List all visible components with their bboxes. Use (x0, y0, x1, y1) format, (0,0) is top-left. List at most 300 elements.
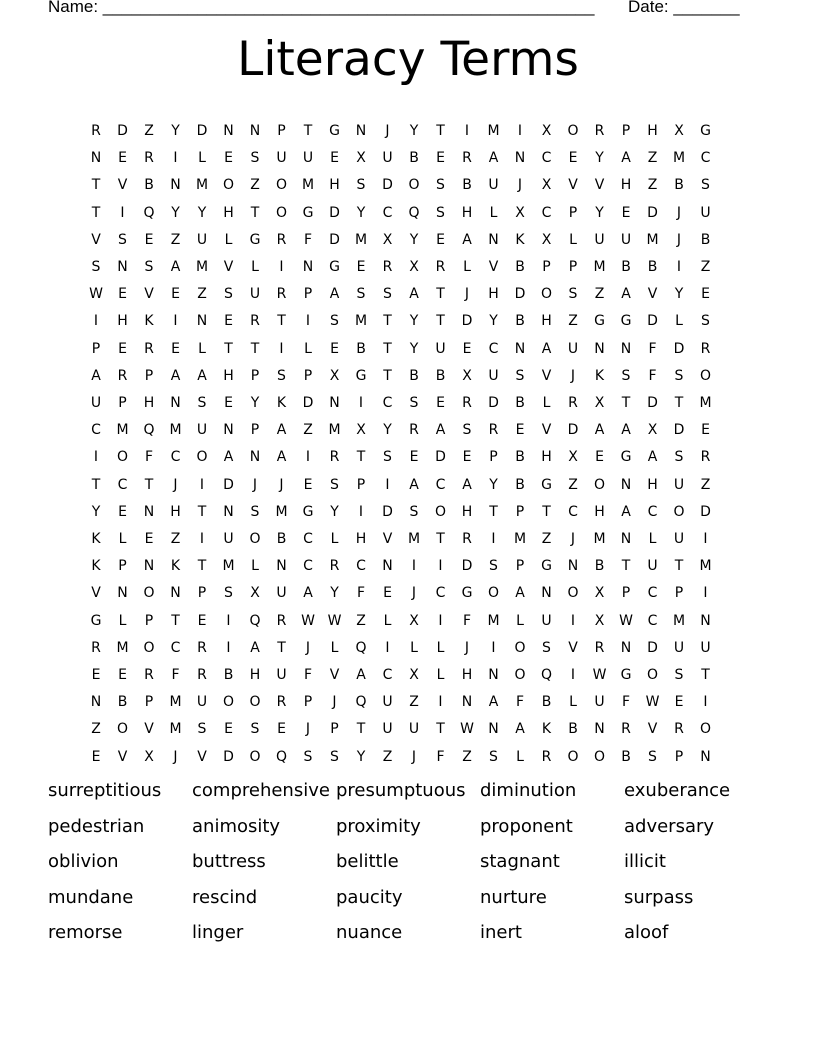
grid-letter[interactable]: I (358, 395, 364, 411)
grid-letter[interactable]: V (91, 585, 101, 602)
grid-letter[interactable]: O (434, 503, 447, 520)
grid-letter[interactable]: Y (674, 286, 684, 303)
grid-letter[interactable]: L (675, 313, 683, 330)
grid-letter[interactable]: M (593, 531, 606, 547)
grid-letter[interactable]: F (171, 667, 180, 683)
grid-letter[interactable]: U (673, 531, 685, 547)
grid-letter[interactable]: P (674, 585, 684, 602)
grid-letter[interactable]: C (435, 476, 446, 493)
grid-letter[interactable]: S (701, 313, 710, 330)
grid-letter[interactable]: E (462, 449, 472, 466)
grid-letter[interactable]: O (196, 449, 208, 466)
grid-letter[interactable]: D (435, 449, 446, 466)
grid-letter[interactable]: X (515, 204, 525, 221)
grid-letter[interactable]: E (118, 340, 127, 357)
grid-letter[interactable]: U (488, 177, 499, 194)
grid-letter[interactable]: L (198, 340, 206, 357)
grid-letter[interactable]: N (170, 395, 181, 411)
grid-letter[interactable]: I (570, 667, 576, 683)
grid-letter[interactable]: S (144, 259, 154, 275)
grid-letter[interactable]: Y (409, 340, 419, 357)
grid-letter[interactable]: I (491, 639, 496, 656)
grid-letter[interactable]: V (117, 177, 128, 194)
grid-letter[interactable]: E (224, 313, 233, 330)
grid-letter[interactable]: S (648, 748, 657, 765)
grid-letter[interactable]: A (276, 422, 287, 439)
grid-letter[interactable]: U (488, 367, 499, 384)
grid-letter[interactable]: Y (409, 313, 419, 330)
grid-letter[interactable]: C (647, 612, 658, 629)
grid-letter[interactable]: T (356, 721, 366, 738)
grid-letter[interactable]: D (673, 422, 685, 439)
grid-letter[interactable]: L (542, 395, 551, 411)
grid-letter[interactable]: V (91, 231, 101, 248)
grid-letter[interactable]: W (619, 612, 633, 629)
grid-letter[interactable]: N (170, 177, 181, 194)
grid-letter[interactable]: R (462, 531, 472, 547)
grid-letter[interactable]: T (250, 340, 260, 357)
grid-letter[interactable]: X (541, 123, 552, 139)
grid-letter[interactable]: B (409, 150, 419, 167)
grid-letter[interactable]: N (223, 503, 234, 520)
grid-letter[interactable]: S (568, 286, 578, 303)
grid-letter[interactable]: N (620, 340, 632, 357)
grid-letter[interactable]: Q (143, 204, 155, 221)
grid-letter[interactable]: H (461, 667, 473, 683)
grid-letter[interactable]: U (647, 558, 658, 575)
grid-letter[interactable]: V (594, 177, 605, 194)
grid-letter[interactable]: G (620, 449, 632, 466)
grid-letter[interactable]: J (305, 721, 311, 738)
grid-letter[interactable]: B (276, 531, 287, 547)
grid-letter[interactable]: T (171, 612, 180, 629)
grid-letter[interactable]: O (116, 449, 129, 466)
grid-letter[interactable]: J (517, 177, 523, 194)
grid-letter[interactable]: Y (595, 150, 604, 167)
grid-letter[interactable]: X (594, 585, 605, 602)
grid-letter[interactable]: Y (356, 748, 366, 765)
grid-letter[interactable]: D (647, 204, 658, 221)
grid-letter[interactable]: V (382, 531, 393, 547)
grid-letter[interactable]: S (356, 177, 366, 194)
grid-letter[interactable]: N (488, 667, 499, 683)
grid-letter[interactable]: P (303, 694, 313, 711)
grid-letter[interactable]: O (514, 639, 526, 656)
grid-letter[interactable]: D (223, 748, 234, 765)
grid-letter[interactable]: J (305, 639, 311, 656)
grid-letter[interactable]: U (382, 694, 393, 711)
grid-letter[interactable]: B (515, 259, 525, 275)
grid-letter[interactable]: S (330, 476, 339, 493)
grid-letter[interactable]: U (223, 531, 234, 547)
grid-letter[interactable]: R (276, 286, 287, 303)
grid-letter[interactable]: O (143, 585, 155, 602)
grid-letter[interactable]: A (462, 231, 472, 248)
grid-letter[interactable]: K (594, 367, 605, 384)
grid-letter[interactable]: M (354, 231, 368, 248)
grid-letter[interactable]: Z (700, 476, 711, 493)
grid-letter[interactable]: R (91, 123, 101, 139)
grid-letter[interactable]: G (620, 313, 632, 330)
grid-letter[interactable]: T (91, 177, 101, 194)
grid-letter[interactable]: N (143, 503, 155, 520)
grid-letter[interactable]: R (197, 639, 207, 656)
grid-letter[interactable]: H (541, 313, 552, 330)
grid-letter[interactable]: P (250, 422, 260, 439)
grid-letter[interactable]: V (117, 748, 128, 765)
grid-letter[interactable]: S (436, 204, 445, 221)
grid-letter[interactable]: V (647, 286, 658, 303)
grid-letter[interactable]: U (541, 612, 552, 629)
grid-letter[interactable]: M (672, 150, 686, 167)
grid-letter[interactable]: R (329, 558, 340, 575)
grid-letter[interactable]: E (224, 150, 233, 167)
grid-letter[interactable]: S (674, 449, 684, 466)
grid-letter[interactable]: D (382, 177, 393, 194)
grid-letter[interactable]: H (249, 667, 261, 683)
grid-letter[interactable]: S (674, 667, 684, 683)
grid-letter[interactable]: Z (700, 259, 711, 275)
grid-letter[interactable]: T (436, 313, 445, 330)
grid-letter[interactable]: Z (594, 286, 605, 303)
grid-letter[interactable]: J (676, 204, 682, 221)
grid-letter[interactable]: R (276, 231, 287, 248)
grid-letter[interactable]: H (647, 123, 658, 139)
grid-letter[interactable]: N (620, 639, 632, 656)
grid-letter[interactable]: U (673, 639, 685, 656)
grid-letter[interactable]: J (411, 748, 417, 765)
grid-letter[interactable]: C (435, 585, 446, 602)
grid-letter[interactable]: R (621, 721, 631, 738)
grid-letter[interactable]: I (305, 449, 311, 466)
grid-letter[interactable]: S (489, 748, 498, 765)
grid-letter[interactable]: M (169, 422, 182, 439)
grid-letter[interactable]: D (514, 286, 526, 303)
grid-letter[interactable]: E (224, 721, 233, 738)
grid-letter[interactable]: P (515, 558, 525, 575)
grid-letter[interactable]: P (489, 449, 498, 466)
grid-letter[interactable]: D (302, 395, 314, 411)
grid-letter[interactable]: N (117, 585, 128, 602)
grid-letter[interactable]: N (620, 531, 632, 547)
grid-letter[interactable]: Y (489, 476, 498, 493)
grid-letter[interactable]: Y (383, 422, 392, 439)
grid-letter[interactable]: Y (595, 204, 604, 221)
grid-letter[interactable]: L (463, 259, 471, 275)
grid-letter[interactable]: L (569, 231, 577, 248)
grid-letter[interactable]: Z (409, 694, 419, 711)
grid-letter[interactable]: I (199, 476, 205, 493)
grid-letter[interactable]: Z (197, 286, 207, 303)
grid-letter[interactable]: E (118, 150, 127, 167)
grid-letter[interactable]: K (91, 558, 101, 575)
grid-letter[interactable]: V (197, 748, 207, 765)
grid-letter[interactable]: B (568, 721, 578, 738)
grid-letter[interactable]: E (224, 395, 233, 411)
grid-letter[interactable]: O (275, 177, 288, 194)
grid-letter[interactable]: S (250, 503, 260, 520)
grid-letter[interactable]: W (327, 612, 342, 629)
grid-letter[interactable]: S (383, 286, 392, 303)
grid-letter[interactable]: A (621, 150, 631, 167)
grid-letter[interactable]: C (117, 476, 128, 493)
grid-letter[interactable]: O (593, 748, 606, 765)
grid-letter[interactable]: I (279, 259, 284, 275)
grid-letter[interactable]: I (93, 449, 99, 466)
grid-letter[interactable]: F (356, 585, 366, 602)
grid-letter[interactable]: Q (249, 612, 261, 629)
grid-letter[interactable]: X (409, 259, 419, 275)
grid-letter[interactable]: C (541, 150, 552, 167)
grid-letter[interactable]: U (700, 639, 711, 656)
grid-letter[interactable]: M (222, 558, 235, 575)
grid-letter[interactable]: R (700, 340, 711, 357)
grid-letter[interactable]: P (118, 558, 127, 575)
grid-letter[interactable]: D (647, 313, 658, 330)
grid-letter[interactable]: Y (171, 123, 180, 139)
grid-letter[interactable]: L (251, 259, 259, 275)
grid-letter[interactable]: W (460, 721, 474, 738)
grid-letter[interactable]: E (568, 150, 578, 167)
grid-letter[interactable]: Z (356, 612, 366, 629)
grid-letter[interactable]: I (385, 476, 390, 493)
grid-letter[interactable]: S (250, 150, 260, 167)
grid-letter[interactable]: C (568, 503, 578, 520)
grid-letter[interactable]: N (567, 558, 579, 575)
grid-letter[interactable]: J (385, 123, 390, 139)
grid-letter[interactable]: B (435, 367, 446, 384)
grid-letter[interactable]: G (249, 231, 261, 248)
grid-letter[interactable]: M (116, 639, 129, 656)
grid-letter[interactable]: A (329, 286, 340, 303)
grid-letter[interactable]: P (144, 612, 154, 629)
grid-letter[interactable]: R (144, 667, 154, 683)
grid-letter[interactable]: E (409, 449, 419, 466)
grid-letter[interactable]: S (515, 367, 525, 384)
grid-letter[interactable]: Y (250, 395, 260, 411)
grid-letter[interactable]: Y (409, 231, 419, 248)
grid-letter[interactable]: C (647, 585, 658, 602)
grid-letter[interactable]: A (488, 694, 499, 711)
grid-letter[interactable]: L (436, 667, 445, 683)
grid-letter[interactable]: L (569, 694, 577, 711)
grid-letter[interactable]: M (169, 694, 182, 711)
grid-letter[interactable]: O (116, 721, 129, 738)
grid-letter[interactable]: O (593, 476, 606, 493)
grid-letter[interactable]: T (356, 449, 366, 466)
grid-letter[interactable]: U (594, 694, 605, 711)
grid-letter[interactable]: K (91, 531, 101, 547)
grid-letter[interactable]: X (541, 177, 552, 194)
grid-letter[interactable]: R (144, 150, 154, 167)
grid-letter[interactable]: R (488, 422, 499, 439)
grid-letter[interactable]: L (516, 612, 524, 629)
grid-letter[interactable]: F (621, 694, 631, 711)
grid-letter[interactable]: I (570, 612, 576, 629)
grid-letter[interactable]: U (673, 476, 685, 493)
grid-letter[interactable]: E (701, 422, 710, 439)
grid-letter[interactable]: Z (303, 422, 313, 439)
grid-letter[interactable]: S (674, 367, 684, 384)
grid-letter[interactable]: P (144, 694, 154, 711)
grid-letter[interactable]: O (673, 503, 685, 520)
grid-letter[interactable]: F (515, 694, 525, 711)
grid-letter[interactable]: Y (330, 503, 339, 520)
grid-letter[interactable]: V (541, 367, 552, 384)
grid-letter[interactable]: Z (647, 177, 658, 194)
grid-letter[interactable]: X (250, 585, 260, 602)
grid-letter[interactable]: P (330, 721, 339, 738)
grid-letter[interactable]: U (196, 231, 208, 248)
grid-letter[interactable]: E (118, 286, 127, 303)
grid-letter[interactable]: S (542, 639, 551, 656)
grid-letter[interactable]: O (487, 585, 500, 602)
grid-letter[interactable]: F (648, 340, 657, 357)
grid-letter[interactable]: U (435, 340, 446, 357)
grid-letter[interactable]: O (408, 177, 420, 194)
grid-letter[interactable]: C (303, 531, 313, 547)
grid-letter[interactable]: M (169, 721, 182, 738)
grid-letter[interactable]: U (700, 204, 711, 221)
grid-letter[interactable]: S (436, 177, 445, 194)
grid-letter[interactable]: C (382, 667, 393, 683)
grid-letter[interactable]: C (91, 422, 101, 439)
grid-letter[interactable]: H (170, 503, 181, 520)
grid-letter[interactable]: X (329, 367, 340, 384)
grid-letter[interactable]: E (436, 395, 445, 411)
grid-letter[interactable]: R (674, 721, 684, 738)
grid-letter[interactable]: H (223, 367, 234, 384)
grid-letter[interactable]: A (621, 503, 631, 520)
grid-letter[interactable]: G (461, 585, 473, 602)
grid-letter[interactable]: B (515, 449, 525, 466)
grid-letter[interactable]: H (488, 286, 499, 303)
grid-letter[interactable]: N (302, 259, 314, 275)
grid-letter[interactable]: D (196, 123, 208, 139)
grid-letter[interactable]: Z (462, 748, 472, 765)
grid-letter[interactable]: H (594, 503, 605, 520)
grid-letter[interactable]: P (118, 395, 127, 411)
grid-letter[interactable]: O (514, 667, 526, 683)
grid-letter[interactable]: A (409, 476, 419, 493)
grid-letter[interactable]: H (223, 204, 234, 221)
grid-letter[interactable]: N (620, 476, 632, 493)
grid-letter[interactable]: I (676, 259, 682, 275)
grid-letter[interactable]: J (173, 748, 178, 765)
grid-letter[interactable]: U (276, 667, 287, 683)
grid-letter[interactable]: D (700, 503, 711, 520)
grid-letter[interactable]: E (462, 340, 472, 357)
grid-letter[interactable]: G (329, 259, 340, 275)
grid-letter[interactable]: I (226, 612, 231, 629)
grid-letter[interactable]: T (383, 340, 392, 357)
grid-letter[interactable]: N (90, 150, 102, 167)
grid-letter[interactable]: G (90, 612, 102, 629)
grid-letter[interactable]: A (462, 476, 472, 493)
grid-letter[interactable]: B (515, 395, 525, 411)
grid-letter[interactable]: Q (143, 422, 155, 439)
grid-letter[interactable]: I (438, 612, 443, 629)
grid-letter[interactable]: Y (171, 204, 180, 221)
grid-letter[interactable]: O (222, 694, 235, 711)
grid-letter[interactable]: J (411, 585, 417, 602)
grid-letter[interactable]: Z (382, 748, 393, 765)
grid-letter[interactable]: A (276, 449, 287, 466)
grid-letter[interactable]: U (567, 340, 579, 357)
grid-letter[interactable]: G (594, 313, 605, 330)
grid-letter[interactable]: U (249, 286, 261, 303)
grid-letter[interactable]: A (647, 449, 658, 466)
grid-letter[interactable]: E (515, 422, 525, 439)
grid-letter[interactable]: H (647, 476, 658, 493)
grid-letter[interactable]: R (144, 340, 154, 357)
grid-letter[interactable]: B (117, 694, 128, 711)
grid-letter[interactable]: N (170, 585, 181, 602)
grid-letter[interactable]: Z (144, 123, 154, 139)
grid-letter[interactable]: F (303, 667, 313, 683)
grid-letter[interactable]: L (516, 748, 524, 765)
grid-letter[interactable]: K (170, 558, 181, 575)
grid-letter[interactable]: B (409, 367, 419, 384)
grid-letter[interactable]: A (594, 422, 605, 439)
grid-letter[interactable]: O (567, 748, 579, 765)
grid-letter[interactable]: U (196, 422, 208, 439)
grid-letter[interactable]: S (330, 748, 339, 765)
grid-letter[interactable]: L (118, 612, 127, 629)
grid-letter[interactable]: W (592, 667, 607, 683)
grid-letter[interactable]: U (196, 694, 208, 711)
grid-letter[interactable]: B (462, 177, 472, 194)
grid-letter[interactable]: O (143, 639, 155, 656)
grid-letter[interactable]: C (170, 639, 181, 656)
grid-letter[interactable]: T (674, 395, 684, 411)
grid-letter[interactable]: P (621, 585, 631, 602)
grid-letter[interactable]: H (461, 503, 473, 520)
grid-letter[interactable]: I (199, 531, 205, 547)
grid-letter[interactable]: D (673, 340, 685, 357)
grid-letter[interactable]: U (382, 721, 393, 738)
grid-letter[interactable]: A (515, 721, 525, 738)
grid-letter[interactable]: J (279, 476, 284, 493)
grid-letter[interactable]: V (488, 259, 499, 275)
grid-letter[interactable]: T (436, 721, 445, 738)
grid-letter[interactable]: A (170, 367, 181, 384)
grid-letter[interactable]: D (647, 395, 658, 411)
grid-letter[interactable]: P (515, 503, 525, 520)
grid-letter[interactable]: E (91, 667, 101, 683)
grid-letter[interactable]: L (383, 612, 392, 629)
grid-letter[interactable]: A (621, 286, 631, 303)
grid-letter[interactable]: Y (330, 585, 339, 602)
grid-letter[interactable]: U (408, 721, 420, 738)
grid-letter[interactable]: U (620, 231, 632, 248)
grid-letter[interactable]: S (701, 177, 710, 194)
grid-letter[interactable]: V (568, 177, 578, 194)
grid-letter[interactable]: R (594, 639, 605, 656)
grid-letter[interactable]: R (594, 123, 605, 139)
grid-letter[interactable]: V (568, 639, 578, 656)
grid-letter[interactable]: B (541, 694, 552, 711)
grid-letter[interactable]: H (541, 449, 552, 466)
grid-letter[interactable]: P (356, 476, 366, 493)
grid-letter[interactable]: N (488, 231, 499, 248)
grid-letter[interactable]: P (568, 204, 578, 221)
grid-letter[interactable]: E (436, 231, 445, 248)
grid-letter[interactable]: R (329, 449, 340, 466)
grid-letter[interactable]: F (648, 367, 657, 384)
grid-letter[interactable]: D (223, 476, 234, 493)
grid-letter[interactable]: X (541, 231, 552, 248)
